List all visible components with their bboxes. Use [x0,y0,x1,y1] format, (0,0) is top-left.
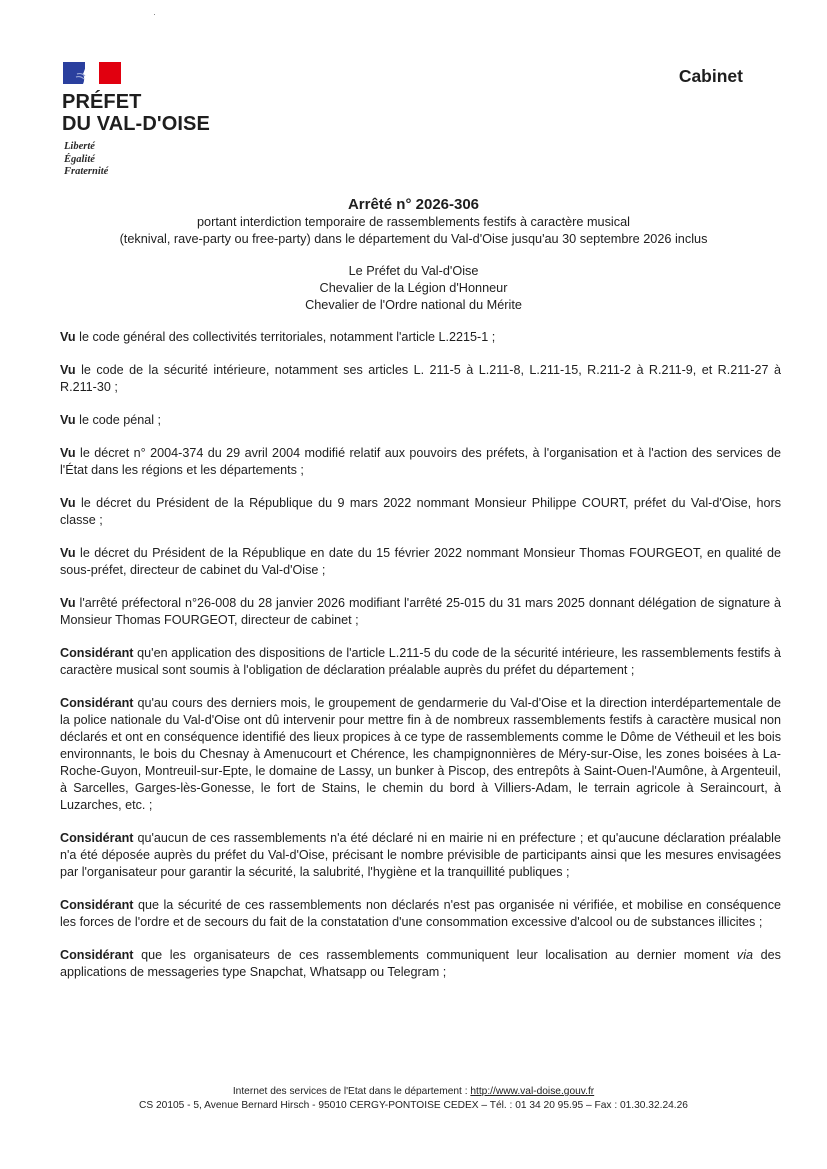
signatory-line1: Le Préfet du Val-d'Oise [348,264,479,278]
vu-paragraph [60,362,781,396]
para-text: le décret du Président de la République en date du 15 février 2022 nommant Monsieur Thomas FOURGEOT, en qualité de sous-préfet, directeur de cabinet du Val-d'Oise ; [60,546,781,577]
para-text: l'arrêté préfectoral n°26-008 du 28 janvier 2026 modifiant l'arrêté 25-015 du 31 mars 2025 donnant délégation de signature à Monsieur Thomas FOURGEOT, directeur de cabinet ; [60,596,781,627]
vu-paragraph [60,495,781,529]
scan-speck [154,14,155,15]
para-text: que la sécurité de ces rassemblements non déclarés n'est pas organisée ni vérifiée, et mobilise en conséquence les forces de l'ordre et de secours du fait de la constatation d'une consommation excessive d'alcool ou de substances illicites ; [60,898,781,929]
marianne-logo-icon [63,62,121,84]
para-lead: Vu [60,363,76,377]
footer-address: CS 20105 - 5, Avenue Bernard Hirsch - 95010 CERGY-PONTOISE CEDEX – Tél. : 01 34 20 95.95 – Fax : 01.30.32.24.26 [139,1100,688,1111]
prefecture-name [62,91,210,135]
footer-website-link[interactable]: http://www.val-doise.gouv.fr [470,1086,595,1097]
signatory-block [60,263,767,314]
considerant-paragraph [60,695,781,814]
para-lead: Vu [60,413,76,427]
republic-motto [64,141,108,179]
para-lead: Considérant [60,696,134,710]
footer-line1 [60,1085,767,1099]
para-text: le code pénal ; [75,413,162,427]
para-lead: Vu [60,596,76,610]
para-text: le décret n° 2004-374 du 29 avril 2004 modifié relatif aux pouvoirs des préfets, à l'organisation et à l'action des services de l'État dans les régions et les départements ; [60,446,781,477]
para-text: qu'au cours des derniers mois, le groupement de gendarmerie du Val-d'Oise et la direction interdépartementale de la police nationale du Val-d'Oise ont dû intervenir pour mettre fin à de nombreux rassemblements festifs à caractère musical non déclarés et ont en conséquence identifié des lieux propices à ce type de rassemblements comme le Dôme de Vétheuil et les bois environnants, le bois du Chesnay à Amenucourt et Chérence, les champignonnières de Méry-sur-Oise, les zones boisées à La-Roche-Guyon, Montreuil-sur-Epte, le domaine de Lassy, un bunker à Piscop, des entrepôts à Saint-Ouen-l'Aumône, à Argenteuil, à Sarcelles, Garges-lès-Gonesse, le fort de Stains, le chemin du bord à Villiers-Adam, le terrain agricole à Seraincourt, à Luzarches, etc. ; [60,696,781,812]
para-text: que les organisateurs de ces rassemblements communiquent leur localisation au dernier moment [133,948,737,962]
signatory-line3: Chevalier de l'Ordre national du Mérite [305,298,522,312]
service-name: Cabinet [678,66,743,86]
para-text: le code général des collectivités territoriales, notamment l'article L.2215-1 ; [75,330,496,344]
para-text: le décret du Président de la République du 9 mars 2022 nommant Monsieur Philippe COURT, préfet du Val-d'Oise, hors classe ; [60,496,781,527]
para-text: qu'en application des dispositions de l'article L.211-5 du code de la sécurité intérieure, les rassemblements festifs à caractère musical sont soumis à l'obligation de déclaration préalable auprès du préfet du département ; [60,646,781,677]
arrete-subtitle-line2: (teknival, rave-party ou free-party) dans le département du Val-d'Oise jusqu'au 30 septembre 2026 inclus [119,232,708,246]
motto-liberte: Liberté [64,141,95,152]
para-text: le code de la sécurité intérieure, notamment ses articles L. 211-5 à L.211-8, L.211-15, R.211-2 à R.211-9, et R.211-27 à R.211-30 ; [60,363,781,394]
vu-paragraph [60,412,781,429]
arrete-title-block [60,195,767,248]
vu-paragraph [60,545,781,579]
considerant-paragraph [60,645,781,679]
document-body [60,329,781,997]
para-lead: Considérant [60,948,134,962]
vu-paragraph [60,595,781,629]
para-lead: Considérant [60,831,134,845]
para-lead: Vu [60,330,76,344]
para-lead: Vu [60,496,76,510]
motto-egalite: Égalité [64,153,95,165]
motto-fraternite: Fraternité [64,166,109,177]
signatory-line2: Chevalier de la Légion d'Honneur [319,281,508,295]
footer-website-label: Internet des services de l'Etat dans le département : [232,1086,471,1097]
considerant-paragraph [60,947,781,981]
arrete-subtitle-line1: portant interdiction temporaire de rassemblements festifs à caractère musical [197,215,630,229]
para-lead: Considérant [60,646,134,660]
prefecture-line2: DU VAL-D'OISE [62,113,210,135]
considerant-paragraph [60,830,781,881]
para-lead: Vu [60,446,76,460]
para-text: des applications de messageries type Snapchat, Whatsapp ou Telegram ; [60,948,781,979]
prefecture-line1: PRÉFET [62,91,142,113]
arrete-number: Arrêté n° 2026-306 [347,196,480,213]
vu-paragraph [60,329,781,346]
para-italic: via [736,948,754,962]
vu-paragraph [60,445,781,479]
considerant-paragraph [60,897,781,931]
para-lead: Considérant [60,898,134,912]
para-text: qu'aucun de ces rassemblements n'a été déclaré ni en mairie ni en préfecture ; et qu'aucune déclaration préalable n'a été déposée auprès du préfet du Val-d'Oise, précisant le nombre prévisible de participants ainsi que les mesures envisagées par l'organisateur pour garantir la sécurité, la salubrité, l'hygiène et la tranquillité publiques ; [60,831,781,879]
para-lead: Vu [60,546,76,560]
page-footer [60,1085,767,1113]
